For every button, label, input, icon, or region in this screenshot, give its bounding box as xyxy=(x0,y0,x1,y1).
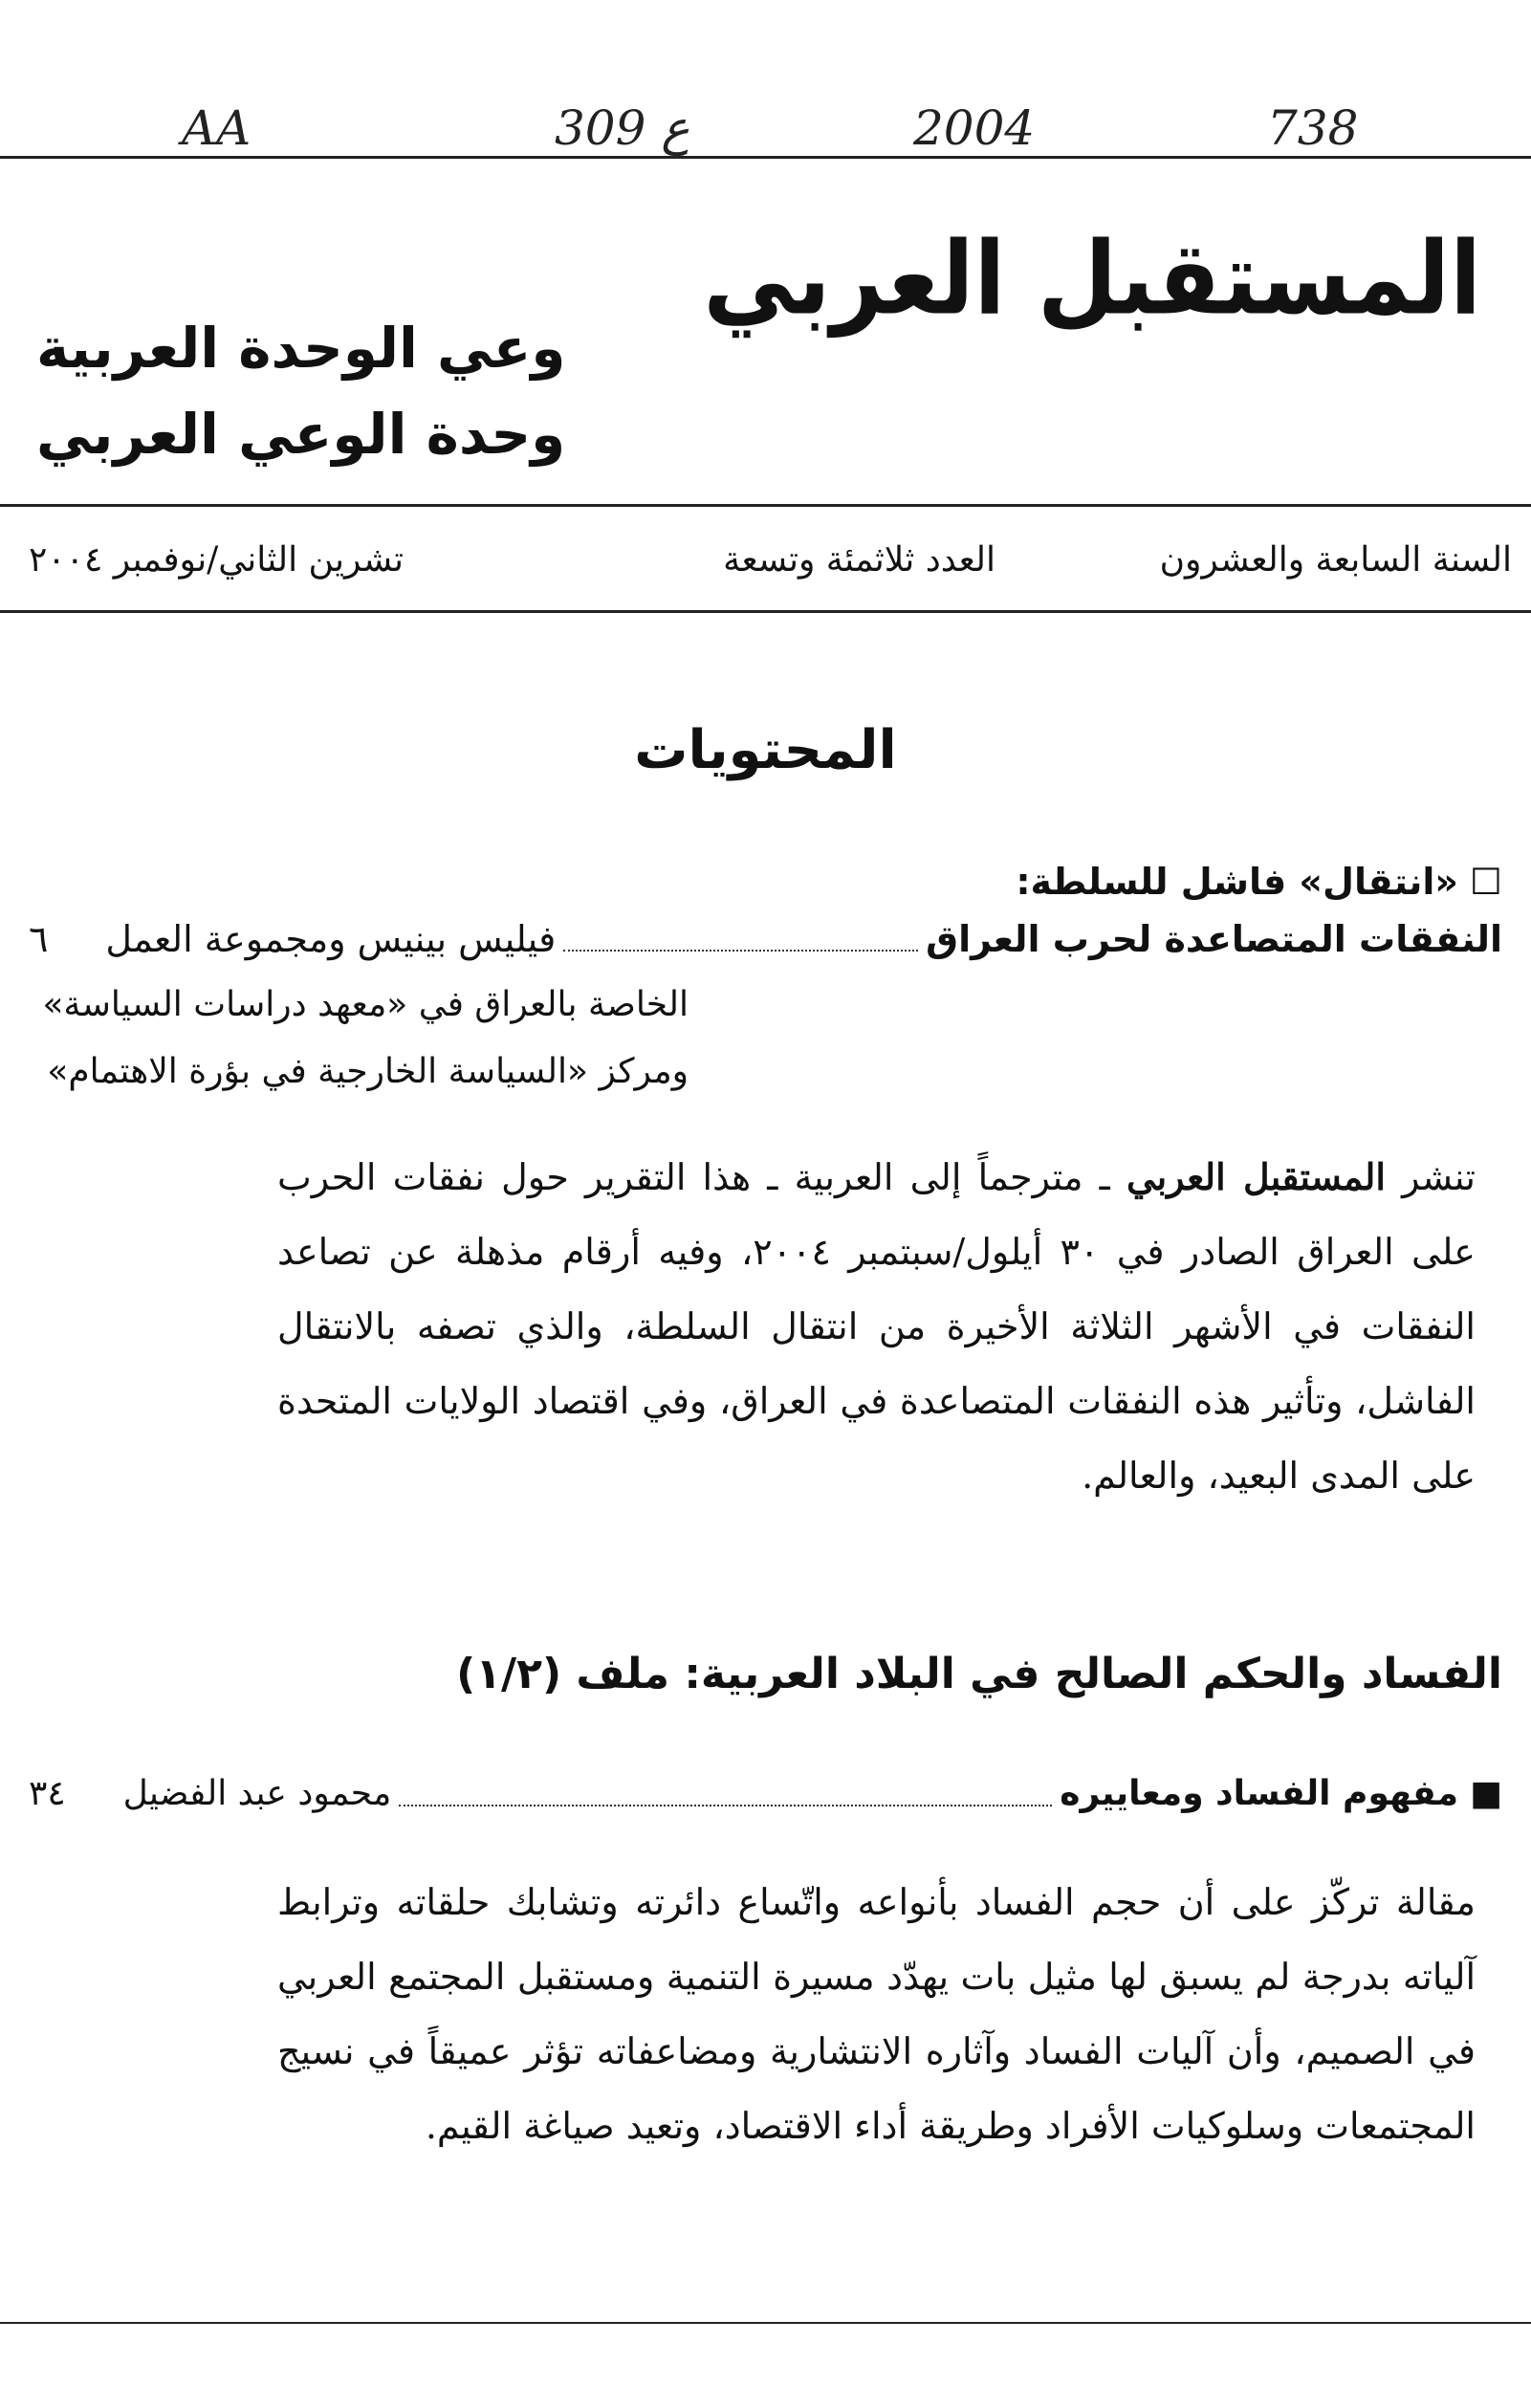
handwritten-code-2: 309 ع xyxy=(555,100,690,156)
toc-entry-1-title[interactable]: النفقات المتصاعدة لحرب العراق xyxy=(926,918,1502,960)
bottom-rule xyxy=(0,2322,1531,2324)
issue-date: تشرين الثاني/نوفمبر ٢٠٠٤ xyxy=(29,540,404,580)
journal-logo: المستقبل العربي xyxy=(703,219,1481,338)
section1-abstract: تنشر المستقبل العربي ـ مترجماً إلى العربية ـ هذا التقرير حول نفقات الحرب على العراق الصادر في ٣٠ أيلول/سبتمبر ٢٠٠٤، وفيه أرقام مذهلة عن تصاعد النفقات في الأشهر الثلاثة الأخيرة من انتقال السلطة، والذي تصفه بالانتقال الفاشل، وتأثير هذه النفقات المتصاعدة في العراق، وفي اقتصاد الولايات المتحدة على المدى البعيد، والعالم. xyxy=(277,1155,1476,1497)
masthead-rule-top xyxy=(0,504,1531,507)
checkbox-marker-icon: ☐ xyxy=(1469,861,1502,903)
dot-leader xyxy=(563,950,918,952)
section2-header: الفساد والحكم الصالح في البلاد العربية: ملف (١/٢) xyxy=(456,1650,1502,1698)
toc-entry-2-author: محمود عبد الفضيل xyxy=(122,1774,392,1813)
issue-year: السنة السابعة والعشرون xyxy=(1159,540,1512,580)
section1-header-text: «انتقال» فاشل للسلطة: xyxy=(1016,861,1458,903)
toc-entry-2[interactable] xyxy=(29,1774,1502,1813)
square-bullet-icon: ■ xyxy=(1469,1774,1502,1813)
toc-entry-2-page: ٣٤ xyxy=(29,1774,66,1813)
slogan-line-2: وحدة الوعي العربي xyxy=(36,402,566,467)
slogan-line-1: وعي الوحدة العربية xyxy=(36,316,566,381)
toc-entry-1-page: ٦ xyxy=(29,918,49,960)
handwritten-year: 2004 xyxy=(913,100,1036,156)
handwritten-number: 738 xyxy=(1267,100,1359,156)
issue-number: العدد ثلاثمئة وتسعة xyxy=(723,540,995,580)
masthead-rule-bottom xyxy=(0,610,1531,613)
toc-entry-1[interactable] xyxy=(29,918,1502,960)
toc-entry-2-title[interactable]: مفهوم الفساد ومعاييره xyxy=(1060,1774,1458,1813)
top-rule xyxy=(0,156,1531,159)
journal-name: المستقبل العربي xyxy=(1126,1155,1386,1198)
dot-leader xyxy=(399,1805,1052,1806)
handwritten-code-1: AA xyxy=(182,100,252,156)
toc-entry-1-author: فيليس بينيس ومجموعة العمل xyxy=(105,918,557,960)
section1-header xyxy=(1016,861,1502,903)
section2-abstract: مقالة تركّز على أن حجم الفساد بأنواعه واتّساع دائرته وتشابك حلقاته وترابط آلياته بدرجة لم يسبق لها مثيل بات يهدّد مسيرة التنمية ومستقبل المجتمع العربي في الصميم، وأن آليات الفساد وآثاره الانتشارية ومضاعفاته تؤثر عميقاً في نسيج المجتمعات وسلوكيات الأفراد وطريقة أداء الاقتصاد، وتعيد صياغة القيم. xyxy=(277,1881,1476,2147)
contents-heading: المحتويات xyxy=(634,719,897,781)
